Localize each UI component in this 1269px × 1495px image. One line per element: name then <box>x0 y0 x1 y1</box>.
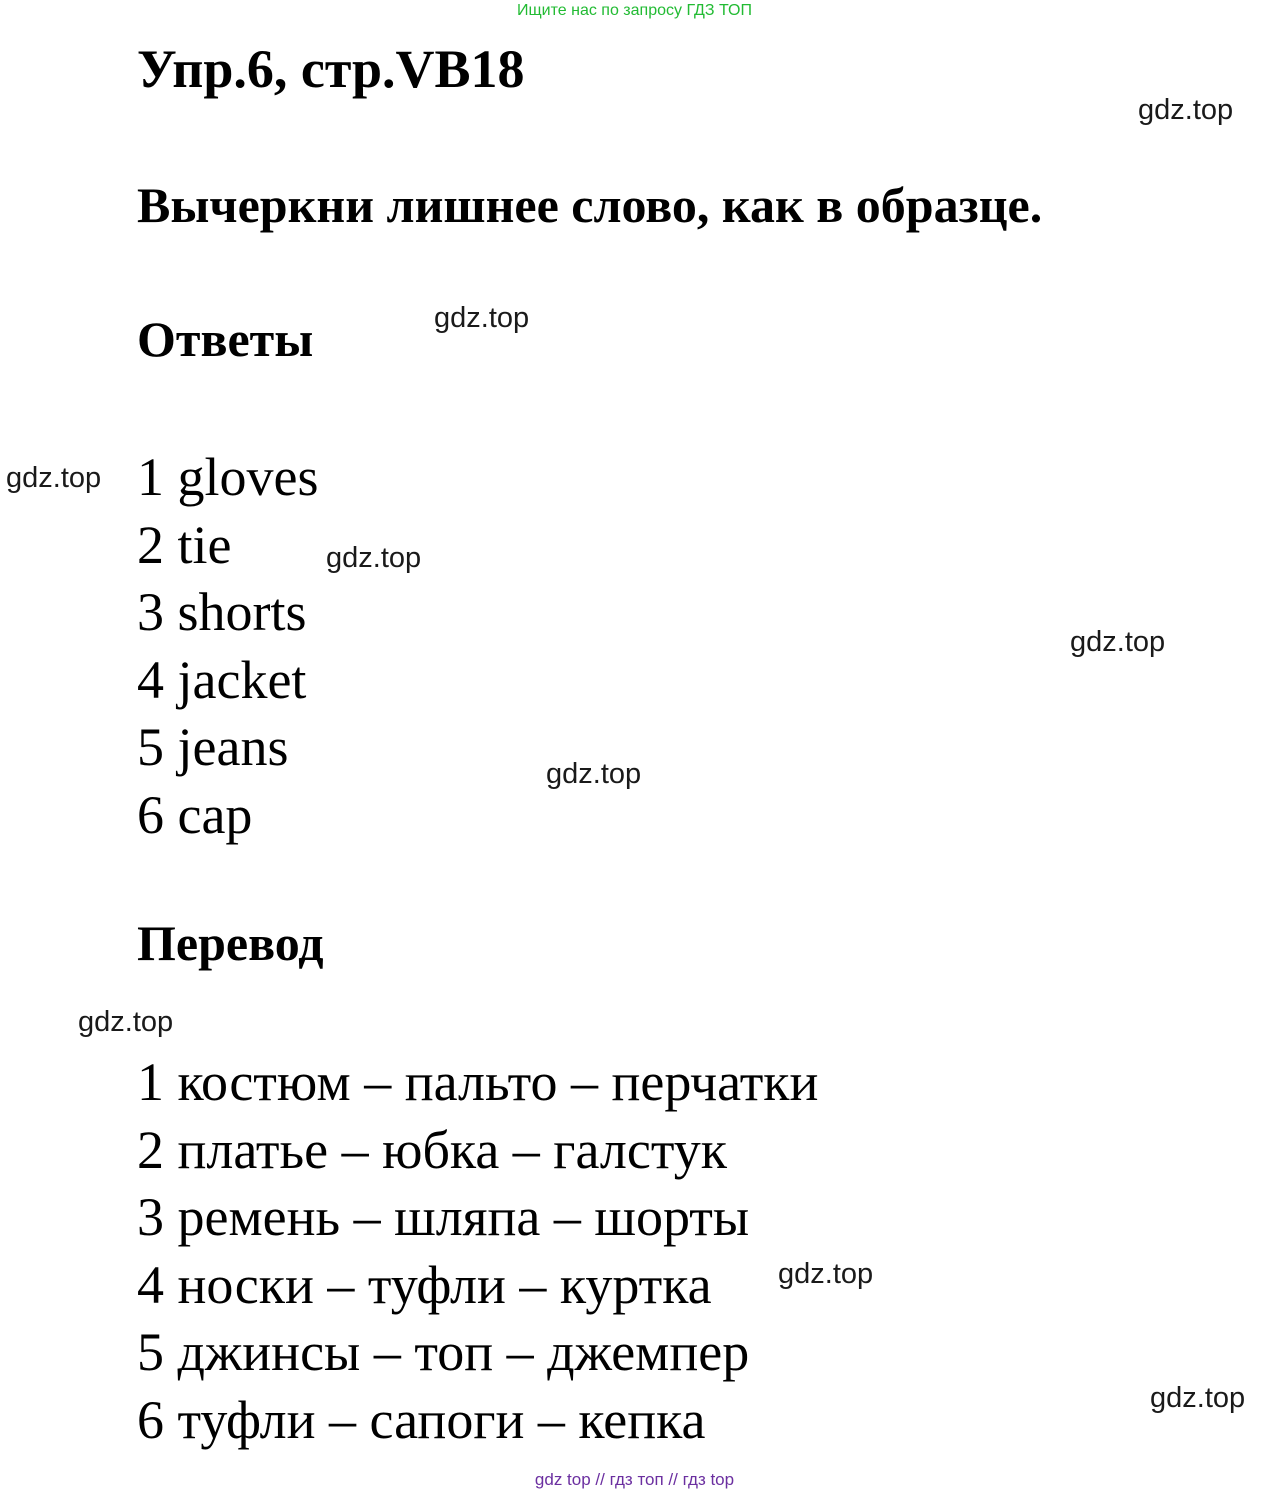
top-banner-link[interactable]: Ищите нас по запросу ГДЗ ТОП <box>517 2 752 19</box>
watermark: gdz.top <box>6 462 102 494</box>
translation-item: 6 туфли – сапоги – кепка <box>137 1389 706 1450</box>
page-title: Упр.6, стр.VB18 <box>137 39 525 99</box>
watermark: gdz.top <box>1138 94 1234 126</box>
answers-list <box>137 444 319 849</box>
watermark: gdz.top <box>546 758 642 790</box>
translation-heading: Перевод <box>137 915 324 971</box>
watermark: gdz.top <box>778 1258 874 1290</box>
translation-item: 3 ремень – шляпа – шорты <box>137 1187 750 1247</box>
translation-item: 5 джинсы – топ – джемпер <box>137 1322 750 1382</box>
translation-list <box>137 1049 818 1454</box>
watermark: gdz.top <box>434 302 530 334</box>
answer-item: 3 shorts <box>137 582 307 642</box>
answer-item: 1 gloves <box>137 447 319 507</box>
answer-item: 6 cap <box>137 784 253 845</box>
watermark: gdz.top <box>78 1006 174 1038</box>
answer-item: 2 tie <box>137 514 232 575</box>
watermark: gdz.top <box>1070 626 1166 658</box>
watermark: gdz.top <box>326 542 422 574</box>
answer-item: 5 jeans <box>137 717 289 777</box>
exercise-instruction: Вычеркни лишнее слово, как в образце. <box>137 177 1043 233</box>
watermark: gdz.top <box>1150 1382 1246 1414</box>
translation-item: 2 платье – юбка – галстук <box>137 1119 727 1180</box>
answer-item: 4 jacket <box>137 649 307 710</box>
translation-item: 1 костюм – пальто – перчатки <box>137 1052 819 1112</box>
answers-heading: Ответы <box>137 311 314 367</box>
translation-item: 4 носки – туфли – куртка <box>137 1254 712 1315</box>
footer-links[interactable]: gdz top // гдз топ // гдз top <box>534 1470 735 1489</box>
